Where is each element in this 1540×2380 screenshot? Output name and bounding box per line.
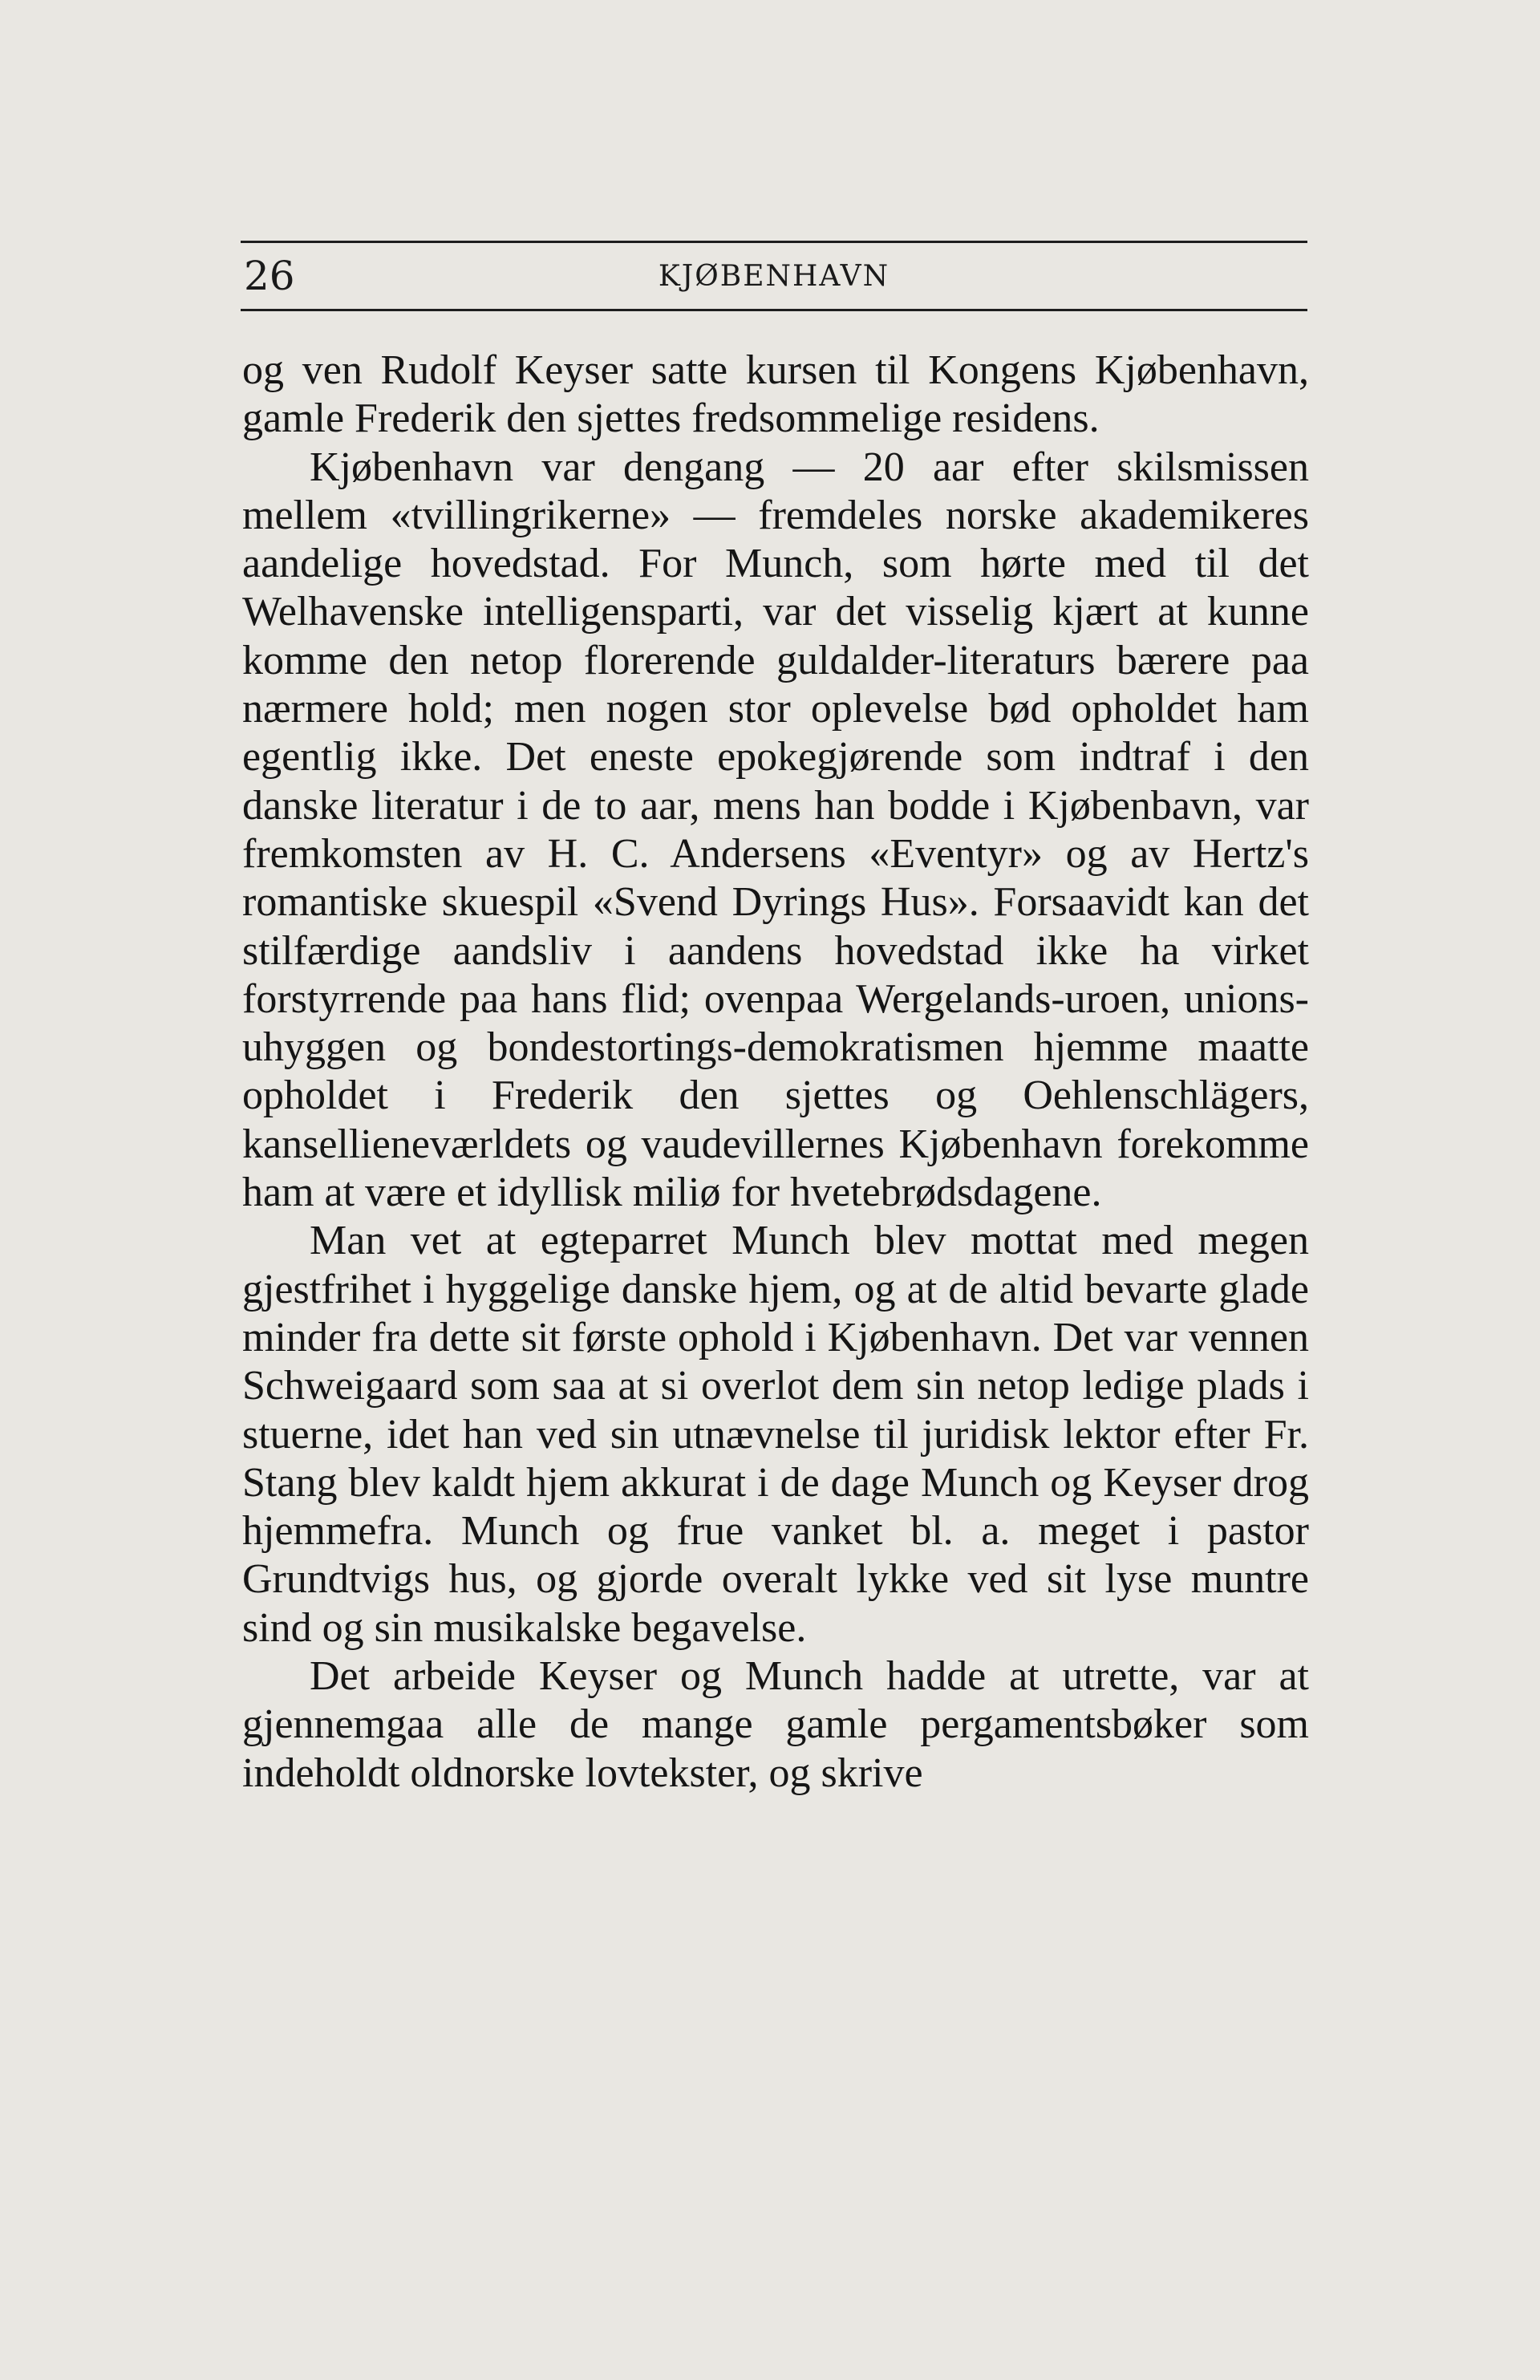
page-header bbox=[241, 241, 1307, 311]
running-head: KJØBENHAVN bbox=[658, 260, 890, 293]
page-number: 26 bbox=[244, 253, 295, 299]
paragraph-4: Det arbeide Keyser og Munch hadde at utrette, var at gjennemgaa alle de mange gamle pergamentsbøker som indeholdt oldnorske lovtekster, og skrive bbox=[242, 1653, 1309, 1796]
paragraph-3: Man vet at egteparret Munch blev mottat med megen gjestfrihet i hyggelige danske hjem, og at de altid bevarte glade minder fra dette sit første ophold i Kjøbenhavn. Det var vennen Schweigaard som saa at si overlot dem sin netop ledige plads i stuerne, idet han ved sin utnævnelse til juridisk lektor efter Fr. Stang blev kaldt hjem akkurat i de dage Munch og Keyser drog hjemmefra. Munch og frue vanket bl. a. meget i pastor Grundtvigs hus, og gjorde overalt lykke ved sit lyse muntre sind og sin musikalske begavelse. bbox=[242, 1218, 1309, 1651]
paragraph-2: Kjøbenhavn var dengang — 20 aar efter skilsmissen mellem «tvillingrikerne» — fremdeles norske akademikeres aandelige hovedstad. For Munch, som hørte med til det Welhavenske intelligensparti, var det visselig kjært at kunne komme den netop florerende guldalder-literaturs bærere paa nærmere hold; men nogen stor oplevelse bød opholdet ham egentlig ikke. Det eneste epokegjørende som indtraf i den danske literatur i de to aar, mens han bodde i Kjøbenbavn, var fremkomsten av H. C. Andersens «Eventyr» og av Hertz's romantiske skuespil «Svend Dyrings Hus». Forsaavidt kan det stilfærdige aandsliv i aandens hovedstad ikke ha virket forstyrrende paa hans flid; ovenpaa Wergelands-uroen, unions-uhyggen og bondestortings-demokratismen hjemme maatte opholdet i Frederik den sjettes og Oehlenschlägers, kansellieneværldets og vaudevillernes Kjøbenhavn forekomme ham at være et idyllisk miliø for hvetebrødsdagene. bbox=[242, 444, 1309, 1216]
paragraph-1: og ven Rudolf Keyser satte kursen til Kongens Kjøbenhavn, gamle Frederik den sjettes fredsommelige residens. bbox=[242, 347, 1309, 442]
body-text bbox=[242, 347, 1309, 1798]
